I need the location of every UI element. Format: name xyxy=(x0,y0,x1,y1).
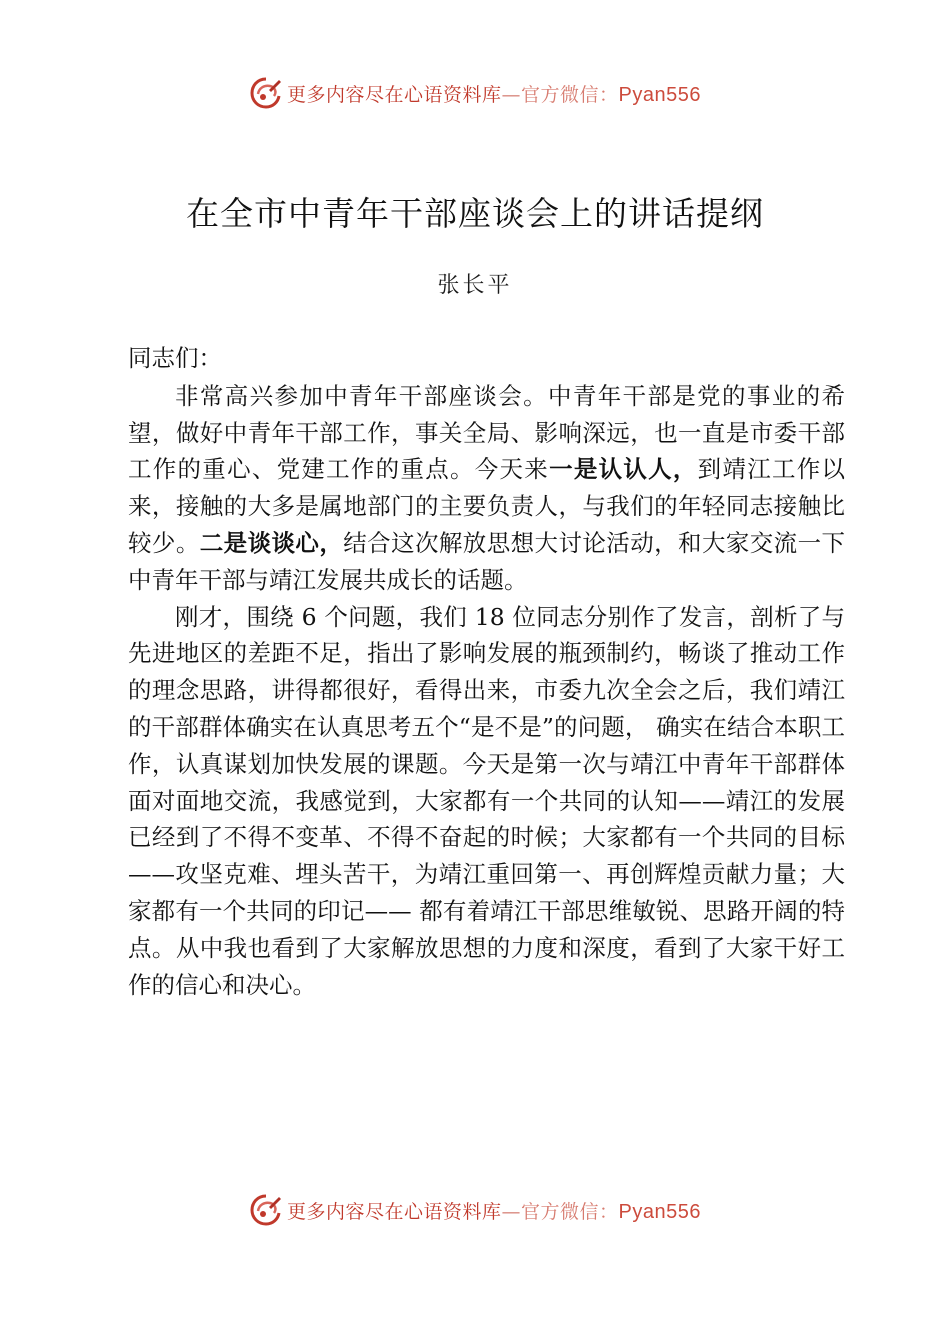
pen-nib-swirl-icon xyxy=(249,76,283,110)
highlight-heart-talk: 二是谈谈心， xyxy=(199,528,344,557)
pen-nib-swirl-icon xyxy=(249,1193,283,1227)
banner-text: 更多内容尽在心语资料库—官方微信：Pyan556 xyxy=(287,1200,701,1223)
banner-text: 更多内容尽在心语资料库—官方微信：Pyan556 xyxy=(287,83,701,106)
footer-banner xyxy=(0,1190,950,1230)
highlight-meet-people: 一是认认人， xyxy=(549,455,698,484)
document-author: 张长平 xyxy=(437,273,513,298)
document-body xyxy=(128,340,845,1003)
paragraph-2: 刚才，围绕 6 个问题，我们 18 位同志分别作了发言，剖析了与先进地区的差距不足，指出了影响发展的瓶颈制约，畅谈了推动工作的理念思路，讲得都很好，看得出来，市委九次全会之后，我们靖江的干部群体确实在认真思考五个“是不是”的问题， 确实在结合本职工作，认真谋划加快发展的课题。今天是第一次与靖江中青年干部群体面对面地交流，我感觉到，大家都有一个共同的认知——靖江的发展已经到了不得不变革、不得不奋起的时候；大家都有一个共同的目标——攻坚克难、埋头苦干，为靖江重回第一、再创辉煌贡献力量；大家都有一个共同的印记—— 都有着靖江干部思维敏锐、思路开阔的特点。从中我也看到了大家解放思想的力度和深度，看到了大家干好工作的信心和决心。 xyxy=(128,602,845,999)
document-title: 在全市中青年干部座谈会上的讲话提纲 xyxy=(186,194,764,233)
header-banner xyxy=(0,73,950,113)
paragraph-1: 非常高兴参加中青年干部座谈会。中青年干部是党的事业的希望，做好中青年干部工作，事关全局、影响深远，也一直是市委干部工作的重心、党建工作的重点。今天来一是认认人，到靖江工作以来，接触的大多是属地部门的主要负责人，与我们的年轻同志接触比较少。二是谈谈心，结合这次解放思想大讨论活动，和大家交流一下中青年干部与靖江发展共成长的话题。 xyxy=(128,381,846,594)
salutation: 同志们： xyxy=(128,344,222,372)
